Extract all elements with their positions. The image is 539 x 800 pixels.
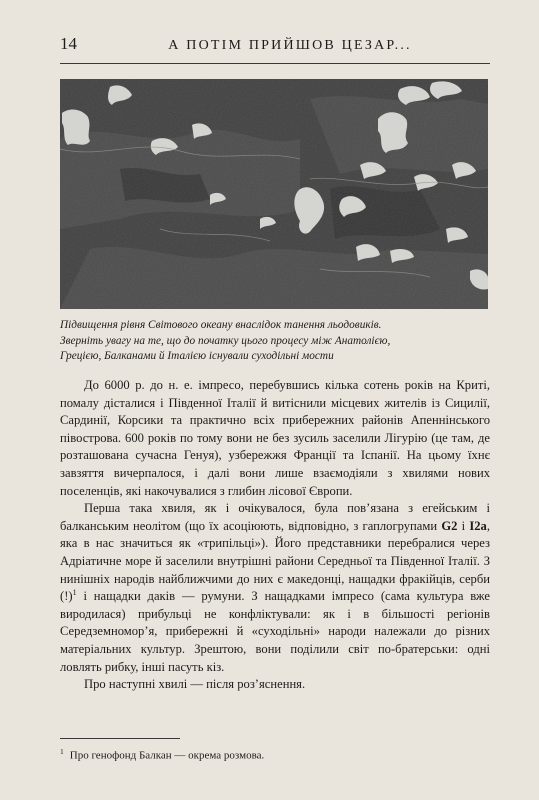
running-title: А ПОТІМ ПРИЙШОВ ЦЕЗАР... bbox=[168, 38, 412, 53]
paragraph-2 bbox=[60, 500, 490, 676]
haplogroup-i2a: I2a bbox=[469, 518, 487, 533]
paragraph-3: Про наступні хвилі — після роз’яснення. bbox=[84, 677, 306, 692]
map-image bbox=[60, 79, 488, 309]
figure-caption bbox=[60, 318, 490, 365]
caption-line: Грецією, Балканами й Італією існували суходільні мости bbox=[60, 350, 334, 362]
body-text bbox=[60, 377, 490, 694]
caption-line: Підвищення рівня Світового океану внаслідок танення льодовиків. bbox=[60, 319, 382, 331]
paragraph-2-text-b: і bbox=[461, 518, 466, 533]
caption-line: Зверніть увагу на те, що до початку цього процесу між Анатолією, bbox=[60, 334, 391, 347]
footnote-rule bbox=[60, 738, 180, 739]
page-number: 14 bbox=[60, 34, 77, 53]
haplogroup-g2: G2 bbox=[441, 518, 458, 533]
world-sea-level-map bbox=[60, 79, 488, 309]
paragraph-2-text-c: , яка в нас значиться як «трипільці»). Його представники перебралися через Адріатичне море й заселили внутрішні райони Середньої та Південної Італії. З нинішніх народів найближчими до них є македонці, нащадки фракійців, серби (!) bbox=[60, 518, 490, 604]
footnote bbox=[60, 745, 490, 763]
footnote-reference[interactable]: 1 bbox=[72, 587, 77, 597]
running-head bbox=[60, 34, 490, 54]
paragraph-2-text-a: Перша така хвиля, як і очікувалося, була пов’язана з егейським і балканським неолітом (що їх асоціюють, відповідно, з гаплогрупами bbox=[60, 501, 490, 533]
footnote-text: Про генофонд Балкан — окрема розмова. bbox=[69, 749, 265, 762]
paragraph-2-text-d: і нащадки даків — румуни. З нащадками імпресо (сама культура вже виродилася) прибульці не конфліктували: як і в більшості регіонів Середземномор’я, прибережні й «суходільні» народи належали до різних матеріальних культур. Зрештою, вони поділили світ по-братерськи: одні ловлять рибку, інші пасуть кіз. bbox=[60, 589, 490, 674]
footnote-mark: 1 bbox=[60, 747, 64, 756]
paragraph-1: До 6000 р. до н. е. імпресо, перебувшись кілька сотень років на Криті, помалу дісталися і Південної Італії й витіснили місцевих жителів із Сицилії, Сардинії, Корсики та практично всіх прибережних районів Апеннінського півострова. 600 років по тому вони не без зусиль заселили Лігурію (це там, де розташована сучасна Генуя), узбережжя Франції та Іспанії. На цьому їхнє завзяття вичерпалося, і далі вони лише взаємодіяли з хвилями нових поселенців, які накочувалися з глибин лісової Європи. bbox=[60, 378, 490, 498]
header-rule bbox=[60, 63, 490, 64]
